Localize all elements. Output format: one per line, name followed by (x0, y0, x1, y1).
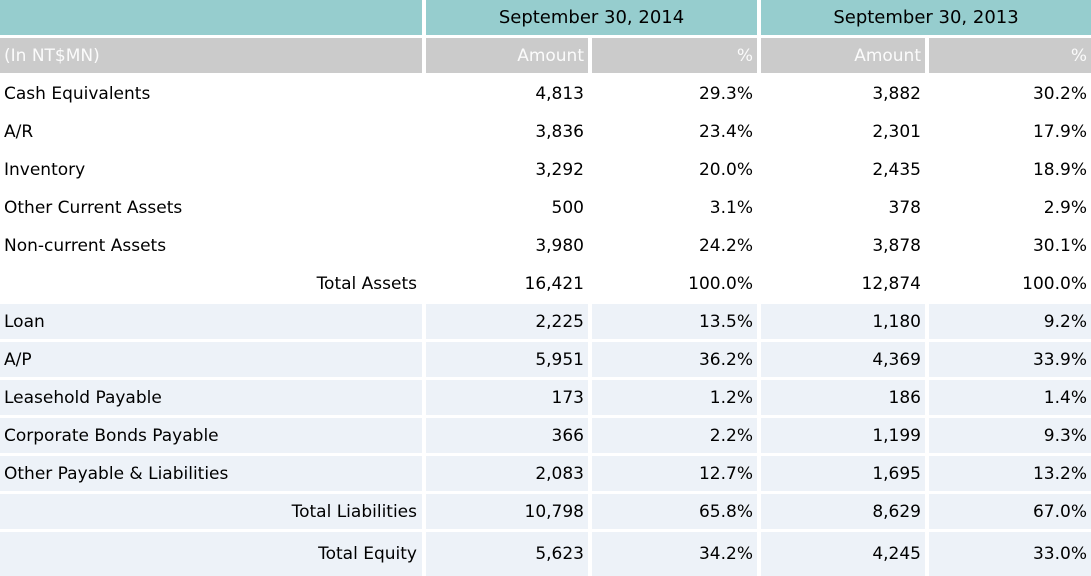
amount-2014-cell: 500 (424, 189, 590, 227)
table-row-total-assets (0, 265, 1091, 303)
row-label: A/P (0, 341, 424, 379)
table-row (0, 417, 1091, 455)
percent-2013-cell: 33.9% (927, 341, 1091, 379)
amount-2014-cell: 4,813 (424, 75, 590, 113)
amount-2014-cell: 5,951 (424, 341, 590, 379)
subheader-amount-2013: Amount (759, 37, 927, 75)
table-row (0, 75, 1091, 113)
amount-2013-cell: 1,180 (759, 303, 927, 341)
row-label: Other Payable & Liabilities (0, 455, 424, 493)
row-label: Corporate Bonds Payable (0, 417, 424, 455)
percent-2013-cell: 17.9% (927, 113, 1091, 151)
percent-2014-cell: 2.2% (590, 417, 759, 455)
amount-2014-cell: 366 (424, 417, 590, 455)
table-row (0, 151, 1091, 189)
amount-2013-cell: 12,874 (759, 265, 927, 303)
group-header-row (0, 0, 1091, 37)
percent-2014-cell: 1.2% (590, 379, 759, 417)
percent-2013-cell: 33.0% (927, 531, 1091, 576)
column-group-2014: September 30, 2014 (424, 0, 759, 37)
amount-2014-cell: 3,292 (424, 151, 590, 189)
table-body (0, 75, 1091, 576)
percent-2013-cell: 30.2% (927, 75, 1091, 113)
amount-2014-cell: 3,980 (424, 227, 590, 265)
row-label: Cash Equivalents (0, 75, 424, 113)
amount-2013-cell: 8,629 (759, 493, 927, 531)
amount-2013-cell: 1,199 (759, 417, 927, 455)
row-label: Other Current Assets (0, 189, 424, 227)
row-label: Total Equity (0, 531, 424, 576)
row-label: Total Liabilities (0, 493, 424, 531)
amount-2014-cell: 2,083 (424, 455, 590, 493)
subheader-percent-2013: % (927, 37, 1091, 75)
percent-2013-cell: 18.9% (927, 151, 1091, 189)
row-label: Loan (0, 303, 424, 341)
percent-2014-cell: 20.0% (590, 151, 759, 189)
corner-cell (0, 0, 424, 37)
amount-2014-cell: 3,836 (424, 113, 590, 151)
row-label: A/R (0, 113, 424, 151)
subheader-amount-2014: Amount (424, 37, 590, 75)
percent-2014-cell: 29.3% (590, 75, 759, 113)
percent-2013-cell: 2.9% (927, 189, 1091, 227)
column-group-2013: September 30, 2013 (759, 0, 1091, 37)
table-row-total-equity (0, 531, 1091, 576)
amount-2013-cell: 3,882 (759, 75, 927, 113)
table-row (0, 189, 1091, 227)
percent-2014-cell: 3.1% (590, 189, 759, 227)
percent-2013-cell: 9.3% (927, 417, 1091, 455)
table-row (0, 341, 1091, 379)
amount-2014-cell: 173 (424, 379, 590, 417)
percent-2014-cell: 100.0% (590, 265, 759, 303)
percent-2014-cell: 23.4% (590, 113, 759, 151)
amount-2013-cell: 4,369 (759, 341, 927, 379)
table-row (0, 113, 1091, 151)
amount-2014-cell: 2,225 (424, 303, 590, 341)
amount-2013-cell: 3,878 (759, 227, 927, 265)
table-row (0, 379, 1091, 417)
percent-2013-cell: 13.2% (927, 455, 1091, 493)
amount-2014-cell: 5,623 (424, 531, 590, 576)
amount-2013-cell: 4,245 (759, 531, 927, 576)
unit-label: (In NT$MN) (0, 37, 424, 75)
percent-2013-cell: 1.4% (927, 379, 1091, 417)
amount-2014-cell: 16,421 (424, 265, 590, 303)
amount-2013-cell: 2,435 (759, 151, 927, 189)
percent-2014-cell: 13.5% (590, 303, 759, 341)
percent-2014-cell: 34.2% (590, 531, 759, 576)
table-row-total-liabilities (0, 493, 1091, 531)
amount-2013-cell: 186 (759, 379, 927, 417)
amount-2013-cell: 1,695 (759, 455, 927, 493)
table-row (0, 227, 1091, 265)
amount-2013-cell: 378 (759, 189, 927, 227)
percent-2014-cell: 12.7% (590, 455, 759, 493)
amount-2014-cell: 10,798 (424, 493, 590, 531)
table-row (0, 303, 1091, 341)
table-row (0, 455, 1091, 493)
percent-2014-cell: 24.2% (590, 227, 759, 265)
row-label: Non-current Assets (0, 227, 424, 265)
percent-2014-cell: 36.2% (590, 341, 759, 379)
percent-2013-cell: 9.2% (927, 303, 1091, 341)
percent-2013-cell: 67.0% (927, 493, 1091, 531)
percent-2013-cell: 100.0% (927, 265, 1091, 303)
sub-header-row (0, 37, 1091, 75)
amount-2013-cell: 2,301 (759, 113, 927, 151)
row-label: Leasehold Payable (0, 379, 424, 417)
percent-2014-cell: 65.8% (590, 493, 759, 531)
row-label: Total Assets (0, 265, 424, 303)
subheader-percent-2014: % (590, 37, 759, 75)
row-label: Inventory (0, 151, 424, 189)
percent-2013-cell: 30.1% (927, 227, 1091, 265)
